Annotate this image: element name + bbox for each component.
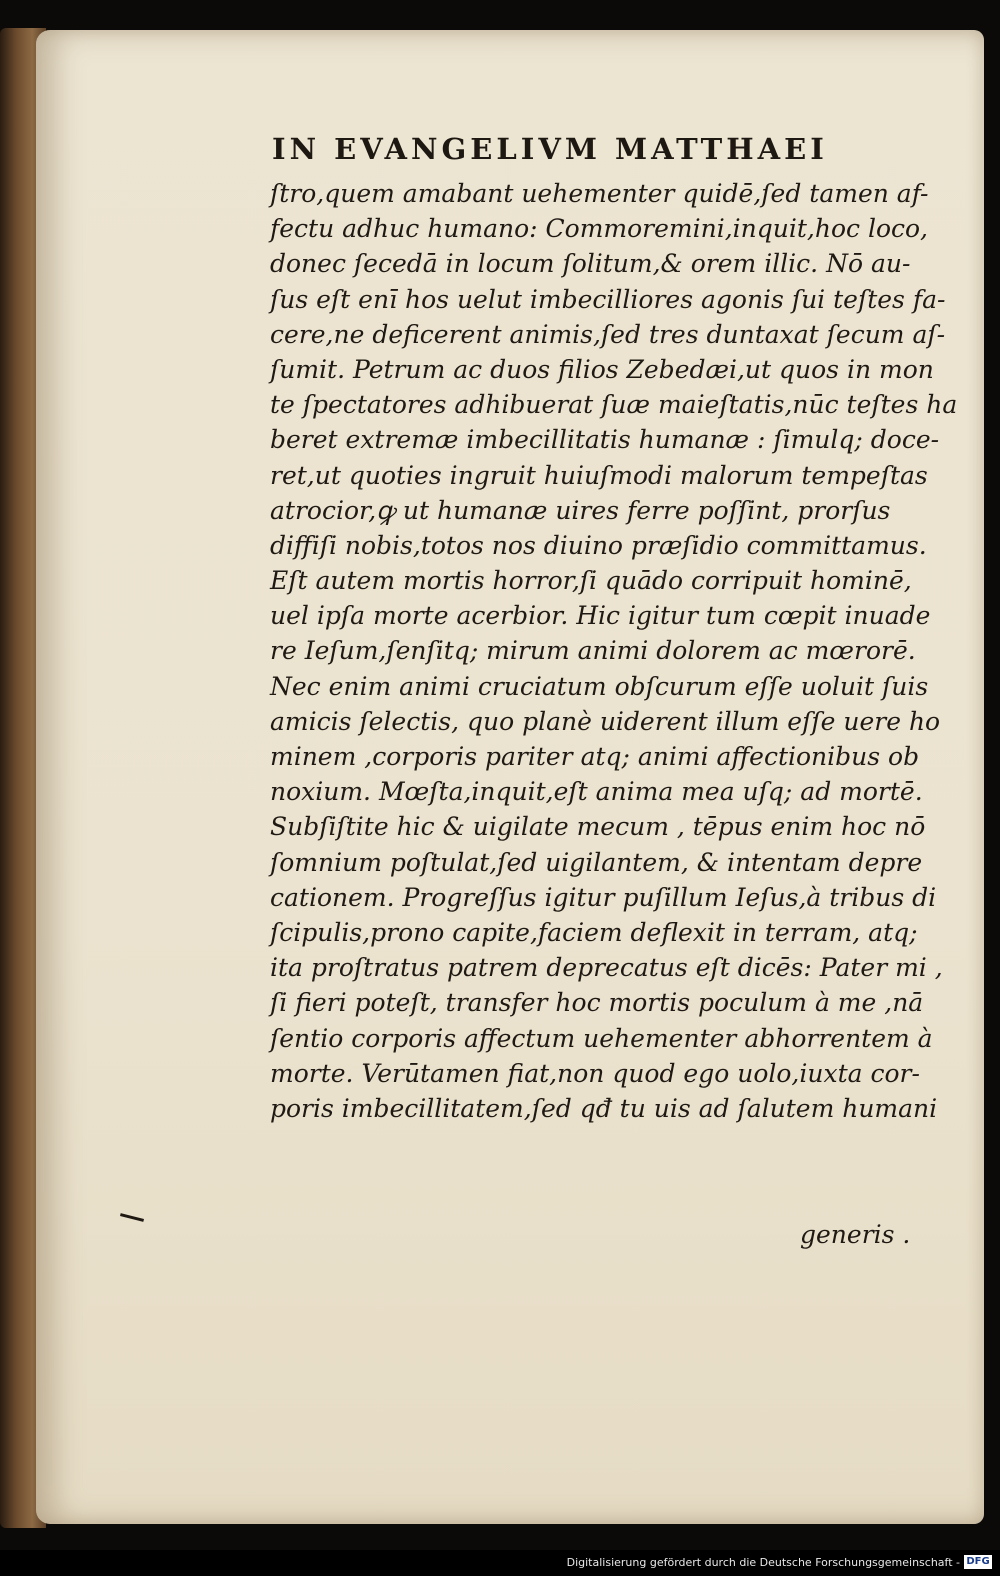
text-line: ſomnium poſtulat,ſed uigilantem, & intentam depre <box>270 847 923 877</box>
text-line: ſentio corporis affectum uehementer abhorrentem à <box>270 1023 933 1053</box>
digitization-footer <box>0 1550 1000 1576</box>
text-line: amicis ſelectis, quo planè uiderent illum eſſe uere ho <box>270 706 941 736</box>
text-line: minem ,corporis pariter atq; animi affectionibus ob <box>270 742 920 771</box>
text-line: morte. Verūtamen fiat,non quod ego uolo,iuxta cor- <box>270 1058 920 1088</box>
body-text <box>270 176 958 1126</box>
text-line: Eſt autem mortis horror,ſi quādo corripuit hominē, <box>270 566 912 596</box>
text-line: ita proſtratus patrem deprecatus eſt dicēs: Pater mi , <box>270 953 943 983</box>
running-header: IN EVANGELIVM MATTHAEI <box>272 132 828 166</box>
text-line: atrocior,ꝙ ut humanæ uires ferre poſſint, prorſus <box>270 495 891 525</box>
text-line: beret extremæ imbecillitatis humanæ : ſimulq; doce- <box>270 425 940 455</box>
text-line: ſcipulis,prono capite,faciem deflexit in terram, atq; <box>270 917 918 947</box>
text-line: ret,ut quoties ingruit huiuſmodi malorum tempeſtas <box>270 460 928 490</box>
dfg-logo: DFG <box>964 1555 992 1569</box>
text-line: Nec enim animi cruciatum obſcurum eſſe uoluit ſuis <box>270 671 929 701</box>
text-line: Subſiſtite hic & uigilate mecum , tēpus enim hoc nō <box>270 812 926 842</box>
footer-credit: Digitalisierung gefördert durch die Deutsche Forschungsgemeinschaft - <box>566 1556 960 1569</box>
text-line: ſtro,quem amabant uehementer quidē,ſed tamen af- <box>270 179 929 208</box>
catchword: generis . <box>800 1220 911 1249</box>
text-line: diffiſi nobis,totos nos diuino præſidio committamus. <box>270 530 927 560</box>
text-line: cere,ne deficerent animis,ſed tres duntaxat ſecum aſ- <box>270 319 946 349</box>
text-line: ſus eſt enī hos uelut imbecilliores agonis ſui teſtes fa- <box>270 284 946 314</box>
text-line: donec ſecedā in locum ſolitum,& orem illic. Nō au- <box>270 249 911 279</box>
text-line: te ſpectatores adhibuerat ſuæ maieſtatis,nūc teſtes ha <box>270 390 958 420</box>
text-line: ſi fieri poteſt, transfer hoc mortis poculum à me ,nā <box>270 988 924 1018</box>
text-line: cationem. Progreſſus igitur puſillum Ieſus,à tribus di <box>270 882 937 912</box>
text-line: ſumit. Petrum ac duos filios Zebedæi,ut quos in mon <box>270 354 934 384</box>
text-line: re Ieſum,ſenſitq; mirum animi dolorem ac mœrorē. <box>270 636 916 666</box>
text-line: noxium. Mœſta,inquit,eſt anima mea uſq; ad mortē. <box>270 777 923 807</box>
text-line: uel ipſa morte acerbior. Hic igitur tum cœpit inuade <box>270 601 931 631</box>
text-line: fectu adhuc humano: Commoremini,inquit,hoc loco, <box>270 214 929 244</box>
text-line: poris imbecillitatem,ſed qđ tu uis ad ſalutem humani <box>270 1093 938 1123</box>
